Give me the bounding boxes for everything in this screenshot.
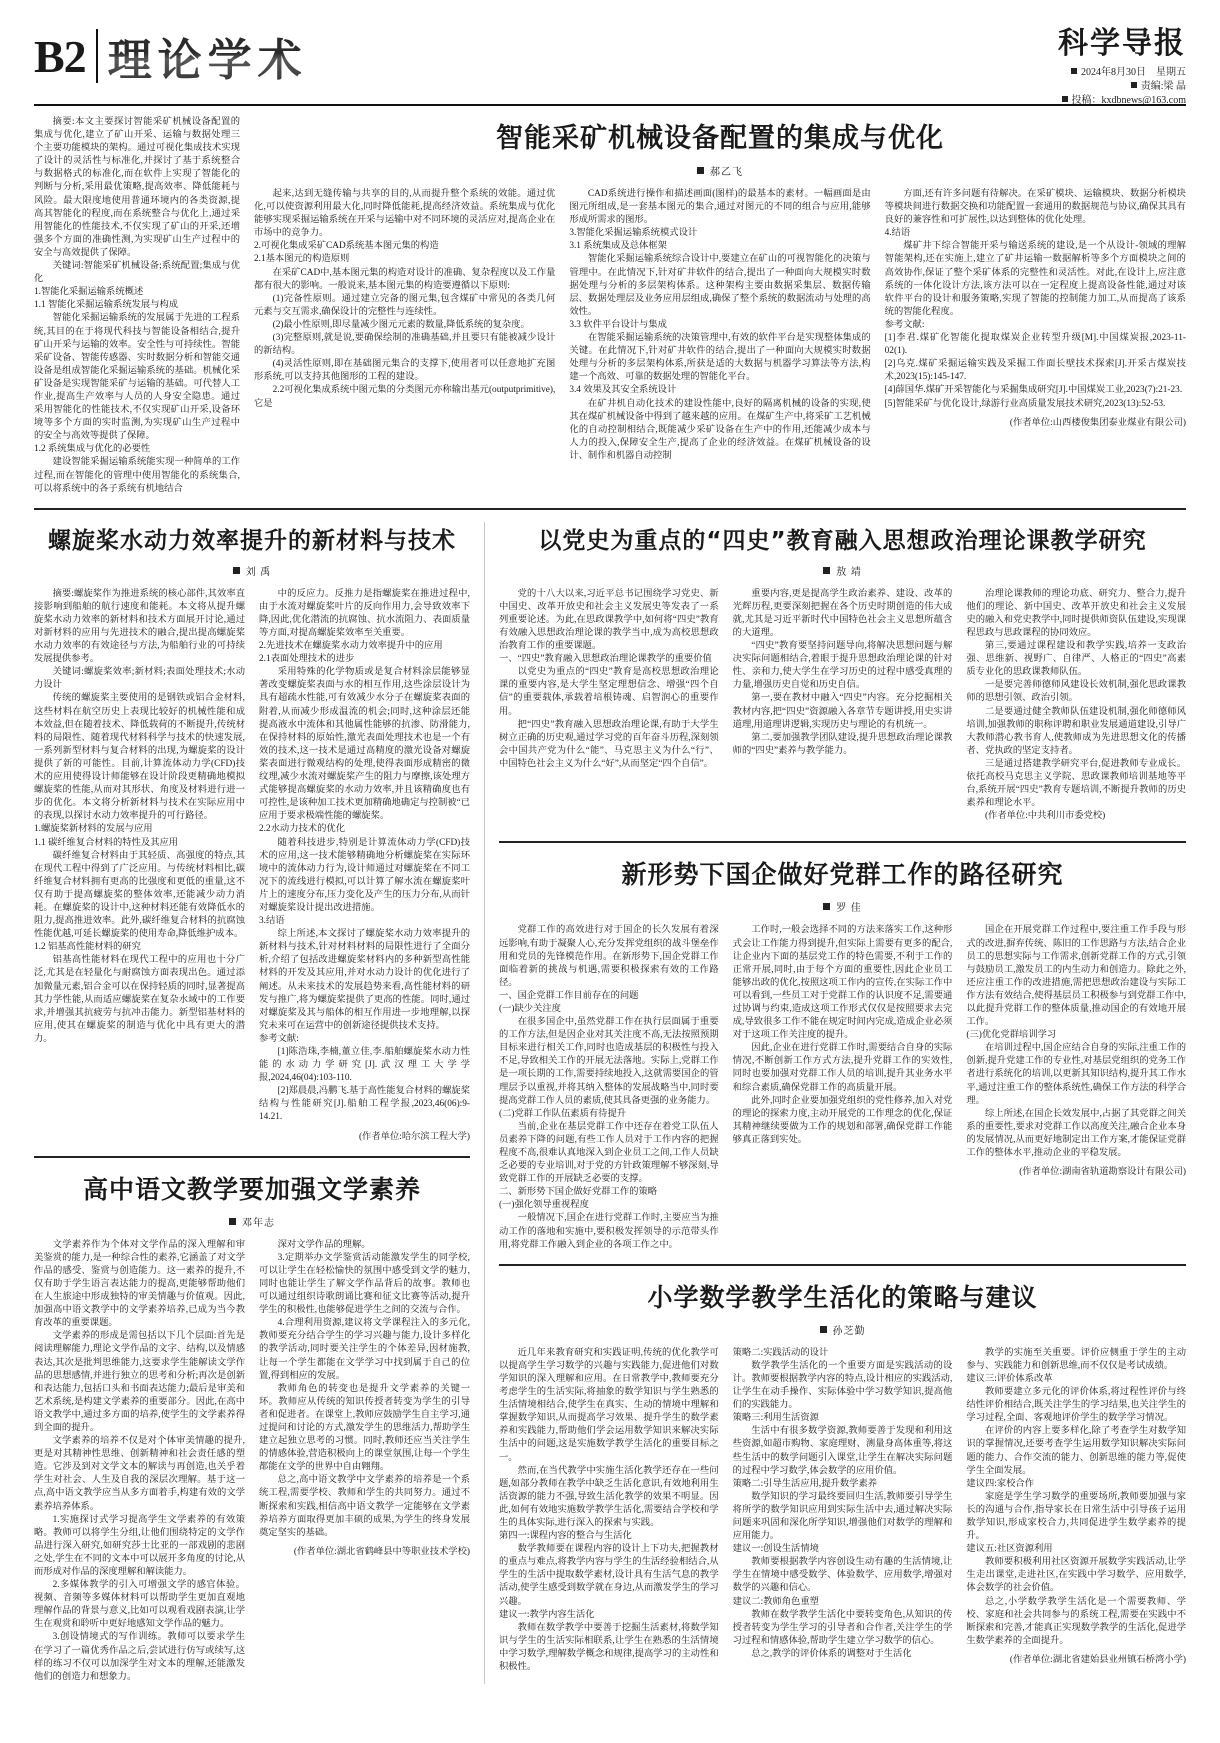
masthead-left (34, 24, 308, 88)
paper-logo: 科学导报 (1058, 27, 1186, 60)
article-1-signature: (作者单位:山西楼俊集团泰业煤业有限公司) (1009, 417, 1186, 428)
article-2 (34, 522, 470, 1144)
article-1-columns (34, 116, 1186, 496)
article-3 (499, 522, 1186, 830)
article-5-col-2: 深对文学作品的理解。 3.定期举办文学鉴赏活动能激发学生的同学校,可以让学生在轻松愉快的氛围中感受到文学的魅力,同时也能让学生了解文学作品背后的故事。教师也可以通过组织诗歌朗诵比赛和征文比赛等活动,提升学生的积极性,也能够促进学生之间的交流与合作。 4.合理利用资源,建议将文学课程注入的多元化,教师要充分结合学生的学习兴趣与能力,设计多样化的教学活动,同时要关注学生的个体差异,因材施教,让每一个学生都能在文学学习中找到属于自己的位置,得到相应的发展。 教师角色的转变也是提升文学素养的关键一环。教师应从传统的知识传授者转变为学生的引导者和促进者。在课堂上,教师应鼓励学生自主学习,通过提问和讨论的方式,激发学生的思维活力,帮助学生建立起独立思考的习惯。同时,教师还应当关注学生的情感体验,营造积极向上的课堂氛围,让每一个学生都能在文学的世界中自由翱翔。 总之,高中语文教学中文学素养的培养是一个系统工程,需要学校、教师和学生的共同努力。通过不断探索和实践,相信高中语文教学一定能够在文学素养培养方面取得更加丰硕的成果,为学生的终身发展奠定坚实的基础。 (作者单位:湖北省鹤峰县中等职业技术学校) (259, 1239, 470, 1684)
date-line: 2024年8月30日 星期五 (1081, 67, 1186, 78)
article-2-col-2: 中的反应力。反推力是指螺旋桨在推进过程中,由于水流对螺旋桨叶片的反向作用力,会导致效率下降,因此,优化潜流的抗腐蚀、抗水流阻力、表面质量等方面,对提高螺旋桨效率至关重要。 2.先进技术在螺旋桨水动力效率提升中的应用 2.1表面处理技术的进步 采用特殊的化学物质或是复合材料涂层能够显著改变螺旋桨表面与水的相互作用,这些涂层设计为具有超疏水性能,可有效减少水分子在螺旋桨表面的附着,从而减少形成温流的机会;同时,这种涂层还能提高液水中流体和其他属性能够的抗渗、防滑能力,在保持材料的原始性,激光表面处理技术也是一个有效的技术,这一技术是通过高精度的激光设备对螺旋桨表面进行微观结构的处理,使得表面形成精密的微纹理,减少水流对螺旋桨产生的阻力与摩擦,该处理方式能够提高螺旋桨的水动力效率,并且该精确度也有可控性,是该种加工技术更加精确地确定与控制被“已应用于要求极端性能的螺旋桨。 2.2水动力技术的优化 随着科技进步,特别是计算流体动力学(CFD)技术的应用,这一技术能够精确地分析螺旋桨在实际环境中的流体动力行为,设计师通过对螺旋桨在不同工况下的流线进行模拟,可以计算了解水流在螺旋桨叶片上的速度分布,压力变化及产生的压力分布,从而针对螺旋桨设计提出改进措施。 3.结语 综上所述,本文探讨了螺旋桨水动力效率提升的新材料与技术,针对材料材料的局限性进行了全面分析,介绍了包括改进螺旋桨材料内的多种新型高性能材料的开发及其应用,并对水动力设计的优化进行了阐述。从未来技术的发展趋势来看,高性能材料的研发与推广,将为螺旋桨提供了更高的性能。同时,通过对螺旋桨及其与船体的相互作用进一步地理解,以探究未来可在运营中的创新途径提供技术支持。 参考文献: [1]陈浩珠,李楠,董立佳,李.船舶螺旋桨水动力性能的水动力学研究[J].武汉理工大学学报,2024,46(04):103-110. [2]郑晨晨,冯鹏飞.基于高性能复合材料的螺旋桨结构与性能研究[J].船舶工程学报,2023,46(06):9-14.21. (作者单位:哈尔滨工程大学) (259, 588, 470, 1144)
article-1-byline (254, 163, 1186, 178)
zone-2-left (34, 522, 470, 1684)
newspaper-page (0, 18, 1220, 1743)
article-6 (499, 1278, 1186, 1674)
submit-line: 投稿：kxdbnews@163.com (1071, 95, 1186, 106)
article-5-body-columns (34, 1239, 470, 1684)
article-1-col-4: 方面,还有许多问题有待解决。在采矿模块、运输模块、数据分析模块等模块间进行数据交换和功能配置一套通用的数据规范与协议,确保其具有良好的兼容性和可扩展性,以达到整体的优化处理。 4.结语 煤矿井下综合智能开采与输送系统的建设,是一个从设计-领域的理解智能架构,还在实施上,建立了矿井运输一数据解析等多个方面模块之间的高效协作,保证了整个采矿体系的完整性和灵活性。对此,在设计上,应注意系统的一体化设计方法,该方法可以在一定程度上提高设备性能,通过对该软件平台的设计和服务策略,实现了智能的控制能力加工,从而提高了该系统的智能化程度。 参考文献: [1]李君.煤矿化智能化提取煤炭企业转型升级[M].中国煤炭报,2023-11-02(1). [2]乌克.煤矿采掘运输实践及采掘工作面长壁技术探索[J].开采古煤炭技术,2023(15):145-147. [4]薛国华.煤矿开采智能化与采掘集成研究[J].中国煤炭工业,2023(7):21-23. [5]智能采矿与优化设计,绿游行业高质量发展技术研究,2023(13):52-53. (作者单位:山西楼俊集团泰业煤业有限公司) (885, 188, 1186, 463)
masthead-divider (96, 29, 98, 83)
masthead-meta (1058, 66, 1186, 108)
article-4-col-3: 国企在开展党群工作过程中,要注重工作手段与形式的改进,摒弃传统、陈旧的工作思路与方法,结合企业员工的思想实际与工作需求,创新党群工作的方式,引领与鼓励员工,激发员工的内生动力和创造力。除此之外,还应注重工作的改进措施,需把思想政治建设与实际工作方法有效结合,使得基层员工积极参与到党群工作中,以此提升党群工作的整体质量,推动国企的有效地开展工作。 (三)优化党群培训学习 在培训过程中,国企应结合自身的实际,注重工作的创新,提升党建工作的专业性,对基层党组织的党务工作者进行系统化的培训,以更新其知识结构,提升其工作水平,通过注重工作的整体系统性,确保工作方法的科学合理。 综上所述,在国企长效发展中,占据了其党群之间关系的重要性,要求对党群工作以高度关注,融合企业本身的发展情况,从而更好地制定出工作方案,才能保证党群工作的整体水平,推动企业的平稳发展。 (作者单位:湖南省轨道勘察设计有限公司) (966, 924, 1186, 1251)
zone-2-right (499, 522, 1186, 1684)
byline-bullet-icon (697, 167, 704, 174)
article-2-signature: (作者单位:哈尔滨工程大学) (358, 1131, 470, 1142)
article-3-body-columns (499, 588, 1186, 830)
article-6-body-columns (499, 1347, 1186, 1674)
article-6-col-3: 教学的实施至关重要。评价应侧重于学生的主动参与、实践能力和创新思维,而不仅仅是考试成绩。 建议三:评价体系改革 教师要建立多元化的评价体系,将过程性评价与终结性评价相结合,既关注学生的学习结果,也关注学生的学习过程,全面、客观地评价学生的数学学习情况。 在评价的内容上要多样化,除了考查学生对数学知识的掌握情况,还要考查学生运用数学知识解决实际问题的能力、合作交流的能力、创新思维的能力等,促使学生全面发展。 建议四:家校合作 家庭是学生学习数学的重要场所,教师要加强与家长的沟通与合作,指导家长在日常生活中引导孩子运用数学知识,形成家校合力,共同促进学生数学素养的提升。 建议五:社区资源利用 教师要积极利用社区资源开展数学实践活动,让学生走出课堂,走进社区,在实践中学习数学、应用数学,体会数学的社会价值。 总之,小学数学教学生活化是一个需要教师、学校、家庭和社会共同参与的系统工程,需要在实践中不断探索和完善,才能真正实现数学教学的生活化,促进学生数学素养的全面提升。 (作者单位:湖北省建始县业州镇石桥湾小学) (966, 1347, 1186, 1674)
zone-2 (34, 522, 1186, 1684)
article-6-signature: (作者单位:湖北省建始县业州镇石桥湾小学) (1009, 1654, 1187, 1665)
byline-bullet-icon (820, 1326, 827, 1333)
page-number: B2 (34, 30, 86, 82)
article-5-byline (34, 1214, 470, 1229)
editor-line: 责编:梁 晶 (1140, 81, 1186, 92)
article-6-author: 孙芝勤 (832, 1325, 866, 1337)
article-4-title: 新形势下国企做好党群工作的路径研究 (621, 860, 1064, 890)
article-2-col-1: 摘要:螺旋桨作为推进系统的核心部件,其效率直接影响到船舶的航行速度和能耗。本文将从提升螺旋桨水动力效率的新材料和技术方面展开讨论,通过对新材料的应用与先进技术的融合,提出提高螺旋桨水动力效率的有效途径与方法,为船舶行业的可持续发展提供参考。 关键词:螺旋桨效率;新材料;表面处理技术;水动力设计 传统的螺旋桨主要使用的是钢铁或铝合金材料,这些材料在航空历史上表现比较好的机械性能和成本效益,但在随着技术、降低载荷的不断提升,传统材料的局限性、随着现代材料科学与技术的快速发展,一系列新型材料与复合材料的出现,为螺旋桨的设计提供了新的可能性。目前,计算流体动力学(CFD)技术的应用使得设计师能够在设计阶段更精确地模拟螺旋桨的性能,从而对其形状、角度及材料进行进一步的优化。本文将分析新材料与技术在实际应用中的表现,以探讨水动力效率提升的可行路径。 1.螺旋桨新材料的发展与应用 1.1 碳纤维复合材料的特性及其应用 碳纤维复合材料由于其轻质、高强度的特点,其在现代工程中得到了广泛应用。与传统材料相比,碳纤维复合材料拥有更高的比强度和更低的重量,这不仅有助于提高螺旋桨的整体效率,还能减少动力消耗。在螺旋桨的设计中,这种材料还能有效降低水的阻力,提高推进效率。此外,碳纤维复合材料的抗腐蚀性能优越,可延长螺旋桨的使用寿命,降低维护成本。 1.2 铝基高性能材料的研究 铝基高性能材料在现代工程中的应用也十分广泛,尤其是在轻量化与耐腐蚀方面表现出色。通过添加微量元素,铝合金可以在保持轻质的同时,显著提高其力学性能,从而适应螺旋桨在复杂水域中的工作要求,并增强其抗疲劳与抗冲击能力。新型铝基材料的应用,使其在螺旋桨的制造与优化中具有更大的潜力。 (34, 588, 245, 1044)
article-5-author: 邓年志 (242, 1217, 275, 1229)
article-3-col-3: 治理论课教师的理论功底、研究力、整合力,提升他们的理论、新中国史、改革开放史和社会主义发展史的融入和党史教学中,同时提供师资队伍建设,实现课程思政与思政课程的协同效应。 第三,要通过课程建设和教学实践,培养一支政治强、思维新、视野广、自律严、人格正的“四史”高素质专业化的思政课教师队伍。 一是要完善师德师风建设长效机制,强化思政课教师的思想引领、政治引领。 二是要通过健全教师队伍建设机制,强化师德师风培训,加强教师的职称评聘和职业发展通道建设,引导广大教师潜心教书育人,使教师成为先进思想文化的传播者、党执政的坚定支持者。 三是通过搭建教学研究平台,促进教师专业成长。依托高校马克思主义学院、思政课教师培训基地等平台,系统开展“四史”教育专题培训,不断提升教师的历史素养和理论水平。 (作者单位:中共利川市委党校) (966, 588, 1187, 822)
vertical-rule (484, 522, 485, 1684)
article-5-signature: (作者单位:湖北省鹤峰县中等职业技术学校) (293, 1546, 470, 1557)
article-1-col-2: 起来,达到无缝传输与共享的目的,从而提升整个系统的效能。通过优化,可以使资源利用最大化,同时降低能耗,提高经济效益。系统集成与优化能够实现采掘运输系统在开采与运输中对不同环境的灵活应对,提高企业在市场中的竞争力。 2.可视化集成采矿CAD系统基本图元集的构造 2.1基本图元的构造原则 在采矿CAD中,基本图元集的构造对设计的准确、复杂程度以及工作量都有很大的影响。一般说来,基本图元集的构造要遵循以下原则: (1)完备性原则。通过建立完备的图元集,包含煤矿中常见的各类几何元素与交互需求,确保设计的完整性与连续性。 (2)最小性原则,即尽量减少图元元素的数量,降低系统的复杂度。 (3)完整原则,就是说,要确保绘制的准确基础,并且要只有能被减少设计的新结构。 (4)灵活性原则,即在基础图元集合的支撑下,使用者可以任意地扩充图形系统,可以支持其他图形的工程的建设。 2.2可视化集成系统中图元集的分类图元亦称输出基元(outputprimitive),它是 (254, 189, 556, 409)
masthead-right (1058, 18, 1186, 108)
article-4-signature: (作者单位:湖南省轨道勘察设计有限公司) (1019, 1167, 1187, 1178)
article-5 (34, 1170, 470, 1684)
bullet-icon (1131, 82, 1137, 88)
article-1-author: 郝乙飞 (710, 167, 743, 178)
article-2-title: 螺旋桨水动力效率提升的新材料与技术 (48, 527, 456, 554)
byline-bullet-icon (229, 1218, 236, 1225)
article-6-col-2: 策略二:实践活动的设计 数学教学生活化的一个重要方面是实践活动的设计。教师要根据教学内容的特点,设计相应的实践活动,让学生在动手操作、实际体验中学习数学知识,提高他们的实践能力。 策略三:利用生活资源 生活中有很多数学资源,教师要善于发现和利用这些资源,如超市购物、家庭理财、测量身高体重等,将这些生活中的数学问题引入课堂,让学生在解决实际问题的过程中学习数学,体会数学的应用价值。 策略二:引导生活应用,提升数学素养 数学知识的学习最终要回归生活,教师要引导学生将所学的数学知识应用到实际生活中去,通过解决实际问题来巩固和深化所学知识,增强他们对数学的理解和应用能力。 建议一:创设生活情境 教师要根据教学内容创设生动有趣的生活情境,让学生在情境中感受数学、体验数学、应用数学,增强对数学的兴趣和信心。 建议二:教师角色重塑 教师在数学教学生活化中要转变角色,从知识的传授者转变为学生学习的引导者和合作者,关注学生的学习过程和情感体验,帮助学生建立学习数学的信心。 总之,教学的评价体系的调整对于生活化 (732, 1347, 953, 1659)
article-3-author: 敖 靖 (836, 566, 862, 578)
section-name: 理论学术 (108, 24, 308, 88)
byline-bullet-icon (823, 567, 830, 574)
article-6-title: 小学数学教学生活化的策略与建议 (647, 1282, 1038, 1312)
masthead (34, 18, 1186, 106)
article-1-abstract: 摘要:本文主要探讨智能采矿机械设备配置的集成与优化,建立了矿山开采、运输与数据处理三个主要功能模块的架构。通过可视化集成技术实现了设计的灵活性与标准化,并探讨了基于系统整合与数据格式的标准化,而在软件上实现了智能化的判断与分析,采用最优策略,提高效率、降低能耗与风险。最大限度地使用普通环境内的各类资源,提高其智能化的程度,而在系统整合与优化上,通过采用智能化的性能技术,不仅实现了矿山的开采,还增强多个方面的准确性测,为实现矿山生产过程中的安全与高效提供了保障。 关键词:智能采矿机械设备;系统配置;集成与优化 1.智能化采掘运输系统概述 1.1 智能化采掘运输系统发展与构成 智能化采掘运输系统的发展属于先进的工程系统,其目的在于将现代科技与智能设备相结合,提升矿山开采与运输的效率。安全性与可持续性。智能采矿设备、智能传感器、实时数据分析和智能交通设备是组成智能化采掘运输系统的基础。机械化采矿设备是实现智能采矿与运输的基础。可代替人工作业,提高生产效率与人员的人身安全隐患。通过采用智能化的性能技术,不仅实现矿山开采,设备环境等多个方面的实时监测,为实现矿山生产过程中的安全与高效等提供了保障。 1.2 系统集成与优化的必要性 建设智能采掘运输系统能实现一种简单的工作过程,而在智能化的管理中使用智能化的系统集合,可以将系统中的各子系统有机地结合 (34, 117, 240, 494)
article-2-author: 刘 禹 (245, 566, 272, 578)
article-3-title: 以党史为重点的“四史”教育融入思想政治理论课教学研究 (538, 527, 1147, 554)
article-5-col-1: 文学素养作为个体对文学作品的深入理解和审美鉴赏的能力,是一种综合性的素养,它涵盖了对文学作品的感受、鉴赏与创造能力。这一素养的提升,不仅有助于学生语言表达能力的提高,更能够帮助他们在人生旅途中形成独特的审美情趣与价值观。因此,加强高中语文教学中的文学素养培养,已成为当今教育改革的重要课题。 文学素养的形成是需包括以下几个层面:首先是阅读理解能力,理论文学作品的文字、结构,以及情感表达,其次是批判思维能力,这要求学生能解读文学作品的思想感情,并进行独立的思考和分析;再次是创新和表达能力,包括口头和书面表达能力;最后是审美和艺术系统,是构建文学素养的重要部分。因此,在高中语文教学中,通过多方面的培养,使学生的文学素养得到全面的提升。 文学素养的培养不仅是对个体审美情趣的提升,更是对其精神性思维、创新精神和社会责任感的塑造。它涉及到对文学文本的解读与再创造,也关乎着学生对社会、人生及自我的深层次理解。基于这一点,高中语文教学应当从多方面着手,构建有效的文学素养培养体系。 1.实施探讨式学习提高学生文学素养的有效策略。教师可以将学生分组,让他们围绕特定的文学作品进行深入研究,如研究莎士比亚的一部戏剧的悲剧之处,学生在不同的文本中可以展开多角度的讨论,从而形成对作品的深度理解和解读能力。 2.多媒体教学的引入可增强文学的感官体验。视频、音频等多媒体材料可以帮助学生更加直观地理解作品的背景与意义,比如可以观看戏剧表演,让学生在观赏和聆听中更好地感知文学作品的魅力。 3.创设情境式的写作训练。教师可以要求学生在学习了一篇优秀作品之后,尝试进行仿写或续写,这样的练习不仅可以加深学生对文本的理解,还能激发他们的创造力和想象力。 (34, 1239, 245, 1682)
article-2-byline (34, 563, 470, 578)
article-1-body-columns (254, 188, 1186, 463)
article-3-col-1: 党的十八大以来,习近平总书记围绕学习党史、新中国史、改革开放史和社会主义发展史等发表了一系列重要论述。为此,在思政课教学中,如何将“四史”教育有效融入思想政治理论课的教学当中,成为高校思想政治教育工作的重要课题。 一、“四史”教育融入思想政治理论课教学的重要价值 以党史为重点的“四史”教育是高校思想政治理论课的重要内容,是大学生坚定理想信念、增强“四个自信”的重要载体,承载着培根铸魂、启智润心的重要作用。 把“四史”教育融入思想政治理论课,有助于大学生树立正确的历史观,通过学习党的百年奋斗历程,深刻领会中国共产党为什么“能”、马克思主义为什么“行”、中国特色社会主义为什么“好”,从而坚定“四个自信”。 (499, 588, 719, 769)
article-3-col-2: 重要内容,更是提高学生政治素养、建设、改革的光辉历程,更要深刻把握在各个历史时期创造的伟大成就,尤其是习近平新时代中国特色社会主义思想所蕴含的大道理。 “四史”教育要坚持问题导向,将解决思想问题与解决实际问题相结合,着眼于提升思想政治理论课的针对性、亲和力,使大学生在学习历史的过程中感受真理的力量,增强历史自觉和历史自信。 第一,要在教材中融入“四史”内容。充分挖掘相关教材内容,把“四史”资源融入各章节专题讲授,用史实讲道理,用道理讲逻辑,实现历史与理论的有机统一。 第二,要加强教学团队建设,提升思想政治理论课教师的“四史”素养与教学能力。 (732, 588, 953, 756)
article-4-byline (499, 899, 1186, 914)
article-5-title: 高中语文教学要加强文学素养 (82, 1174, 421, 1204)
bullet-icon (1062, 96, 1068, 102)
bullet-icon (1071, 68, 1077, 74)
article-4-body-columns (499, 924, 1186, 1251)
article-2-body-columns (34, 588, 470, 1144)
article-4 (499, 855, 1186, 1251)
article-3-byline (499, 563, 1186, 578)
article-4-author: 罗 佳 (836, 903, 862, 915)
byline-bullet-icon (233, 567, 240, 574)
article-4-col-1: 党群工作的高效进行对于国企的长久发展有着深远影响,有助于凝聚人心,充分发挥党组织的战斗堡垒作用和党员的先锋模范作用。在新形势下,国企党群工作面临着新的挑战与机遇,需要积极探索有效的工作路径。 一、国企党群工作目前存在的问题 (一)缺少关注度 在很多国企中,虽然党群工作在执行层面属于重要的工作方法,但是因企业对其关注度不高,无法按照预期目标来进行相关工作,同时也造成基层的积极性与投入不足,导致相关工作的开展无法落地。实际上,党群工作是一项长期的工作,需要持续地投入,这就需要国企的管理层予以重视,并将其纳入整体的发展战略当中,同时要提高党群工作人员的素质,使其具备更强的业务能力。 (二)党群工作队伍素质有待提升 当前,企业在基层党群工作中还存在着党工队伍人员素养下降的问题,有些工作人员对于工作内容的把握程度不高,很难认真地深入到企业员工之间,工作人员缺乏必要的专业培训,对于党的方针政策理解不够深刻,导致党群工作的开展缺乏必要的支撑。 二、新形势下国企做好党群工作的策略 (一)强化领导重视程度 一般情况下,国企在进行党群工作时,主要应当为推动工作的落地和实施中,要积极发挥领导的示范带头作用,将党群工作融入到企业的各项工作之中。 (499, 925, 719, 1250)
article-4-col-2: 工作时,一般会选择不同的方法来落实工作,这种形式会让工作能力得到提升,但实际上需要有更多的配合,让企业内下面的基层党工作的特色需要,不利于工作的正常开展,同时,由于每个方面的重要性,因此企业员工能够出政的优化,按照这项工作内的宣传,在实际工作中可以看到,一些员工对于党群工作的认识度不足,需要通过协调与约束,造成这项工作形式仅仅是按照要求去完成,导致很多工作不能在规定时间内完成,造成企业必须对于这项工作关注度的提升。 因此,企业在进行党群工作时,需要结合自身的实际情况,不断创新工作方式方法,提升党群工作的实效性,同时也要加强对党群工作人员的培训,提升其业务水平和综合素质,确保党群工作的高质量开展。 此外,同时企业要加强党组织的党性修养,加入对党的理论的探索力度,主动开展党的工作理念的优化,保证其精神继续要做为工作的规划和部署,确保党群工作能够真正落到实处。 (732, 925, 953, 1145)
zone-2-columns (34, 522, 1186, 1684)
byline-bullet-icon (823, 903, 830, 910)
article-1 (34, 106, 1186, 496)
article-6-col-1: 近几年来教育研究和实践证明,传统的优化教学可以提高学生学习数学的兴趣与实践能力,促进他们对数学知识的深入理解和应用。在日常教学中,教师要充分考虑学生的生活实际,将抽象的数学知识与学生熟悉的生活情境相结合,使学生在真实、生动的情境中理解和掌握数学知识,从而提高学习效果、提升学生的数学素养和实践能力,帮助他们学会运用数学知识来解决实际生活中的问题,这是实施数学教学生活化的重要目标之一。 然而,在当代教学中实施生活化教学还存在一些问题,如部分教师在教学中缺乏生活化意识,有效地利用生活资源的能力不强,导致生活化教学的效果不明显。因此,如何有效地实施数学教学生活化,需要结合学校和学生的具体实际,进行深入的探索与实践。 第四一:课程内容的整合与生活化 数学教师要在课程内容的设计上下功夫,把握教材的重点与难点,将教学内容与学生的生活经验相结合,从学生的生活中提取数学素材,设计具有生活气息的教学活动,使学生感受到数学就在身边,从而激发学生的学习兴趣。 建议一:教学内容生活化 教师在数学教学中要善于挖掘生活素材,将数学知识与学生的生活实际相联系,让学生在熟悉的生活情境中学习数学,理解数学概念和规律,提高学习的主动性和积极性。 (499, 1347, 719, 1672)
article-1-title: 智能采矿机械设备配置的集成与优化 (496, 123, 944, 154)
article-1-main (254, 116, 1186, 496)
article-6-byline (499, 1322, 1186, 1337)
article-1-col-1 (34, 116, 240, 496)
article-1-col-3: CAD系统进行操作和描述画面(图样)的最基本的素材。一幅画面是由图元所组成,是一套基本图元的集合,通过对图元的不同的组合与应用,能够形成所需求的图形。 3.智能化采掘运输系统模式设计 3.1 系统集成及总体框架 智能化采掘运输系统综合设计中,要建立在矿山的可视智能化的决策与管理中。在此情况下,针对矿井软件的结合,提出了一种面向大规模实时数据处理与分析的多层架构体系。这种架构主要由数据采集层、数据传输层、数据处理层及业务应用层组成,确保了整个系统的数据流动与处理的高效性。 3.3 软件平台设计与集成 在智能采掘运输系统的决策管理中,有效的软件平台是实现整体集成的关键。在此情况下,针对矿井软件的结合,提出了一种面向大规模实时数据处理与分析的多层架构体系,所获是适的大数据与机器学习算法等方法,构建一个高效、可靠的数据处理的智能化平台。 3.4 效果及其安全系统设计 在矿井机自动化技术的建设性能中,良好的隔离机械的设备的实现,使其在煤矿机械设备中得到了越来越的应用。在煤矿生产中,将采矿工艺机械化的自动控制相结合,既能减少采矿设备在生产中的作用,还能减少成本与人力的投入,保障安全生产,提高了企业的经济效益。在煤矿机械设备的设计、制作和机器自动控制 (569, 189, 871, 461)
